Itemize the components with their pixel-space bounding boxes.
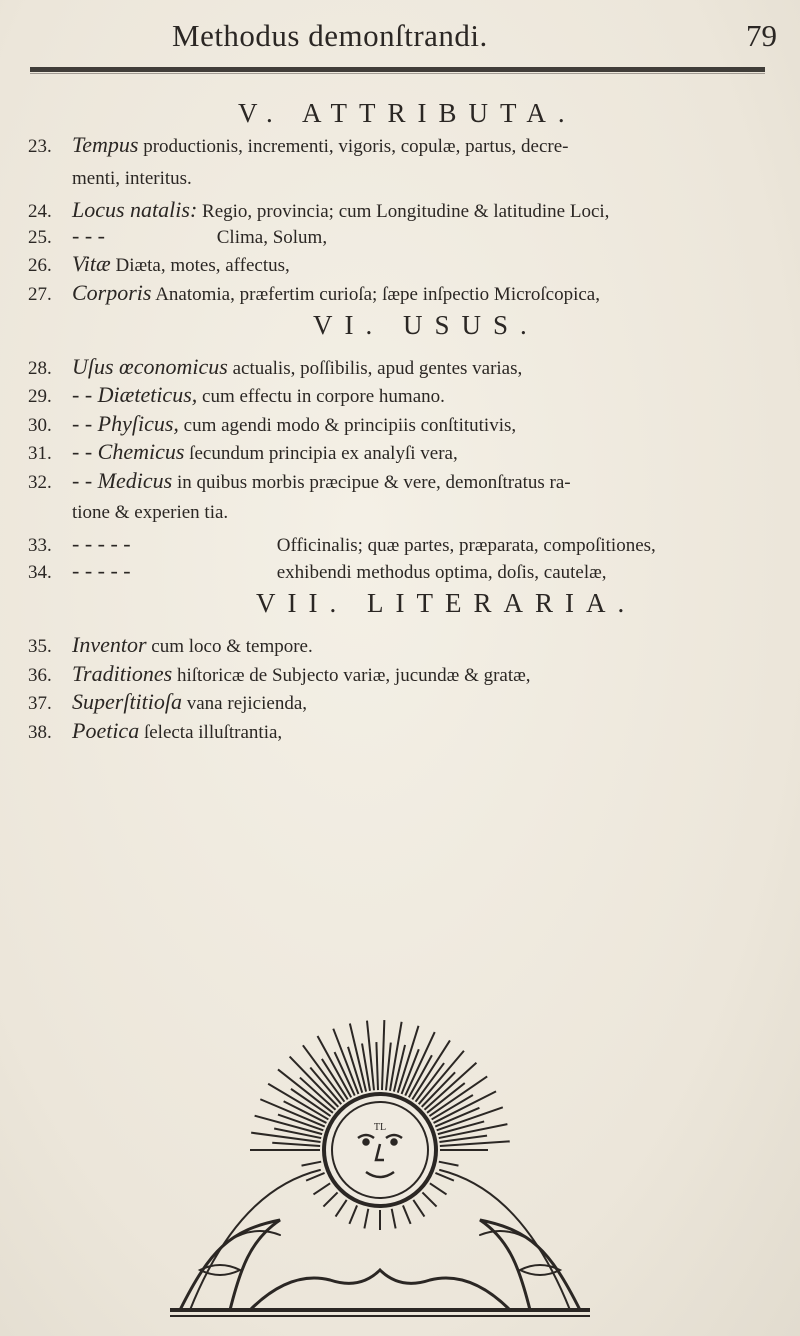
entry-text: cum effectu in corpore humano.: [202, 386, 445, 407]
entry-text: cum loco & tempore.: [151, 636, 313, 657]
sun-ray: [251, 1133, 320, 1142]
entry-term: - - - - -: [72, 558, 131, 583]
sun-ray: [386, 1043, 391, 1091]
entry-number: 36.: [28, 665, 52, 686]
entry-number: 29.: [28, 386, 52, 407]
sunburst-ornament-icon: [170, 1010, 590, 1320]
entry-25: [28, 222, 788, 252]
entry-33: [28, 530, 788, 560]
sun-ray: [430, 1183, 447, 1194]
sun-ray: [382, 1020, 384, 1090]
entry-23-continuation: menti, interitus.: [72, 168, 192, 189]
entry-number: 31.: [28, 443, 52, 464]
section-heading-literaria: VII. LITERARIA.: [256, 588, 637, 618]
entry-number: 25.: [28, 227, 52, 248]
entry-31: [28, 438, 788, 468]
entry-term: Poetica: [72, 718, 140, 743]
sun-ray: [376, 1042, 378, 1090]
entry-text: productionis, incrementi, vigoris, copulæ, partus, decre-: [143, 136, 569, 157]
entry-text: hiſtoricæ de Subjecto variæ, jucundæ & gratæ,: [177, 665, 531, 686]
entry-text: cum agendi modo & principiis conſtitutivis,: [183, 415, 517, 436]
entry-term: - - Chemicus: [72, 439, 185, 464]
entry-text: ſelecta illuſtrantia,: [143, 722, 283, 743]
entry-number: 27.: [28, 284, 52, 305]
entry-term: Corporis: [72, 280, 152, 305]
entry-text: Officinalis; quæ partes, præparata, compoſitiones,: [276, 535, 656, 556]
sun-ray: [403, 1205, 411, 1223]
entry-term: - - - - -: [72, 531, 131, 556]
entry-term: - - Phyſicus,: [72, 411, 179, 436]
entry-text: Regio, provincia; cum Longitudine & latitudine Loci,: [202, 201, 610, 222]
sun-ray: [302, 1162, 322, 1166]
entry-text: Diæta, motes, affectus,: [115, 255, 290, 276]
entry-term: Vitæ: [72, 251, 111, 276]
sun-ray: [349, 1205, 357, 1223]
sun-ray: [392, 1209, 396, 1229]
sun-ray: [413, 1200, 424, 1217]
entry-number: 33.: [28, 535, 52, 556]
entry-35: [28, 631, 788, 661]
section-heading-usus: VI. USUS.: [313, 310, 539, 340]
header-rule-thin: [30, 73, 765, 74]
sun-ray: [313, 1183, 330, 1194]
entry-32: [28, 467, 788, 497]
entry-number: 24.: [28, 201, 52, 222]
entry-term: - - -: [72, 223, 105, 248]
vignette-face-label: TL: [373, 1122, 387, 1133]
entry-text: ſecundum principia ex analyſi vera,: [189, 443, 458, 464]
entry-text: Clima, Solum,: [216, 227, 328, 248]
entry-term: - - Medicus: [72, 468, 173, 493]
sun-ray: [440, 1141, 510, 1146]
entry-37: [28, 688, 788, 718]
sun-ray: [422, 1192, 436, 1206]
sun-ray: [290, 1057, 339, 1107]
entry-number: 32.: [28, 472, 52, 493]
entry-term: Inventor: [72, 632, 147, 657]
entry-26: [28, 250, 788, 280]
entry-text: in quibus morbis præcipue & vere, demonſtratus ra-: [176, 472, 571, 493]
entry-number: 35.: [28, 636, 52, 657]
sun-ray: [260, 1099, 324, 1126]
entry-23: [28, 131, 788, 161]
entry-32-continuation: tione & experien tia.: [72, 502, 229, 523]
entry-number: 28.: [28, 358, 52, 379]
entry-number: 37.: [28, 693, 52, 714]
sun-ray: [439, 1162, 459, 1166]
entry-number: 34.: [28, 562, 52, 583]
sun-ray: [364, 1209, 368, 1229]
entry-36: [28, 660, 788, 690]
running-title: Methodus demonſtrandi.: [172, 18, 488, 53]
entry-term: Traditiones: [72, 661, 173, 686]
entry-term: Tempus: [72, 132, 139, 157]
entry-text: exhibendi methodus optima, doſis, cautelæ,: [276, 562, 607, 583]
page-number: 79: [746, 18, 777, 53]
entry-text: vana rejicienda,: [186, 693, 308, 714]
section-heading-attributa: V. ATTRIBUTA.: [238, 98, 577, 128]
entry-30: [28, 410, 788, 440]
entry-text: Anatomia, præfertim curioſa; ſæpe inſpectio Microſcopica,: [155, 284, 600, 305]
entry-term: - - Diæteticus,: [72, 382, 198, 407]
sun-ray: [272, 1143, 320, 1146]
header-rule: [30, 67, 765, 72]
sun-ray: [336, 1200, 347, 1217]
entry-text: actualis, poſſibilis, apud gentes varias,: [232, 358, 523, 379]
entry-29: [28, 381, 788, 411]
entry-number: 30.: [28, 415, 52, 436]
entry-number: 26.: [28, 255, 52, 276]
entry-number: 38.: [28, 722, 52, 743]
entry-28: [28, 353, 788, 383]
entry-term: Superſtitioſa: [72, 689, 182, 714]
entry-term: Locus natalis:: [72, 197, 198, 222]
entry-term: Uſus œconomicus: [72, 354, 228, 379]
entry-34: [28, 557, 788, 587]
entry-number: 23.: [28, 136, 52, 157]
entry-27: [28, 279, 788, 309]
sun-ray: [323, 1192, 337, 1206]
running-head: [0, 18, 800, 58]
entry-38: [28, 717, 788, 747]
